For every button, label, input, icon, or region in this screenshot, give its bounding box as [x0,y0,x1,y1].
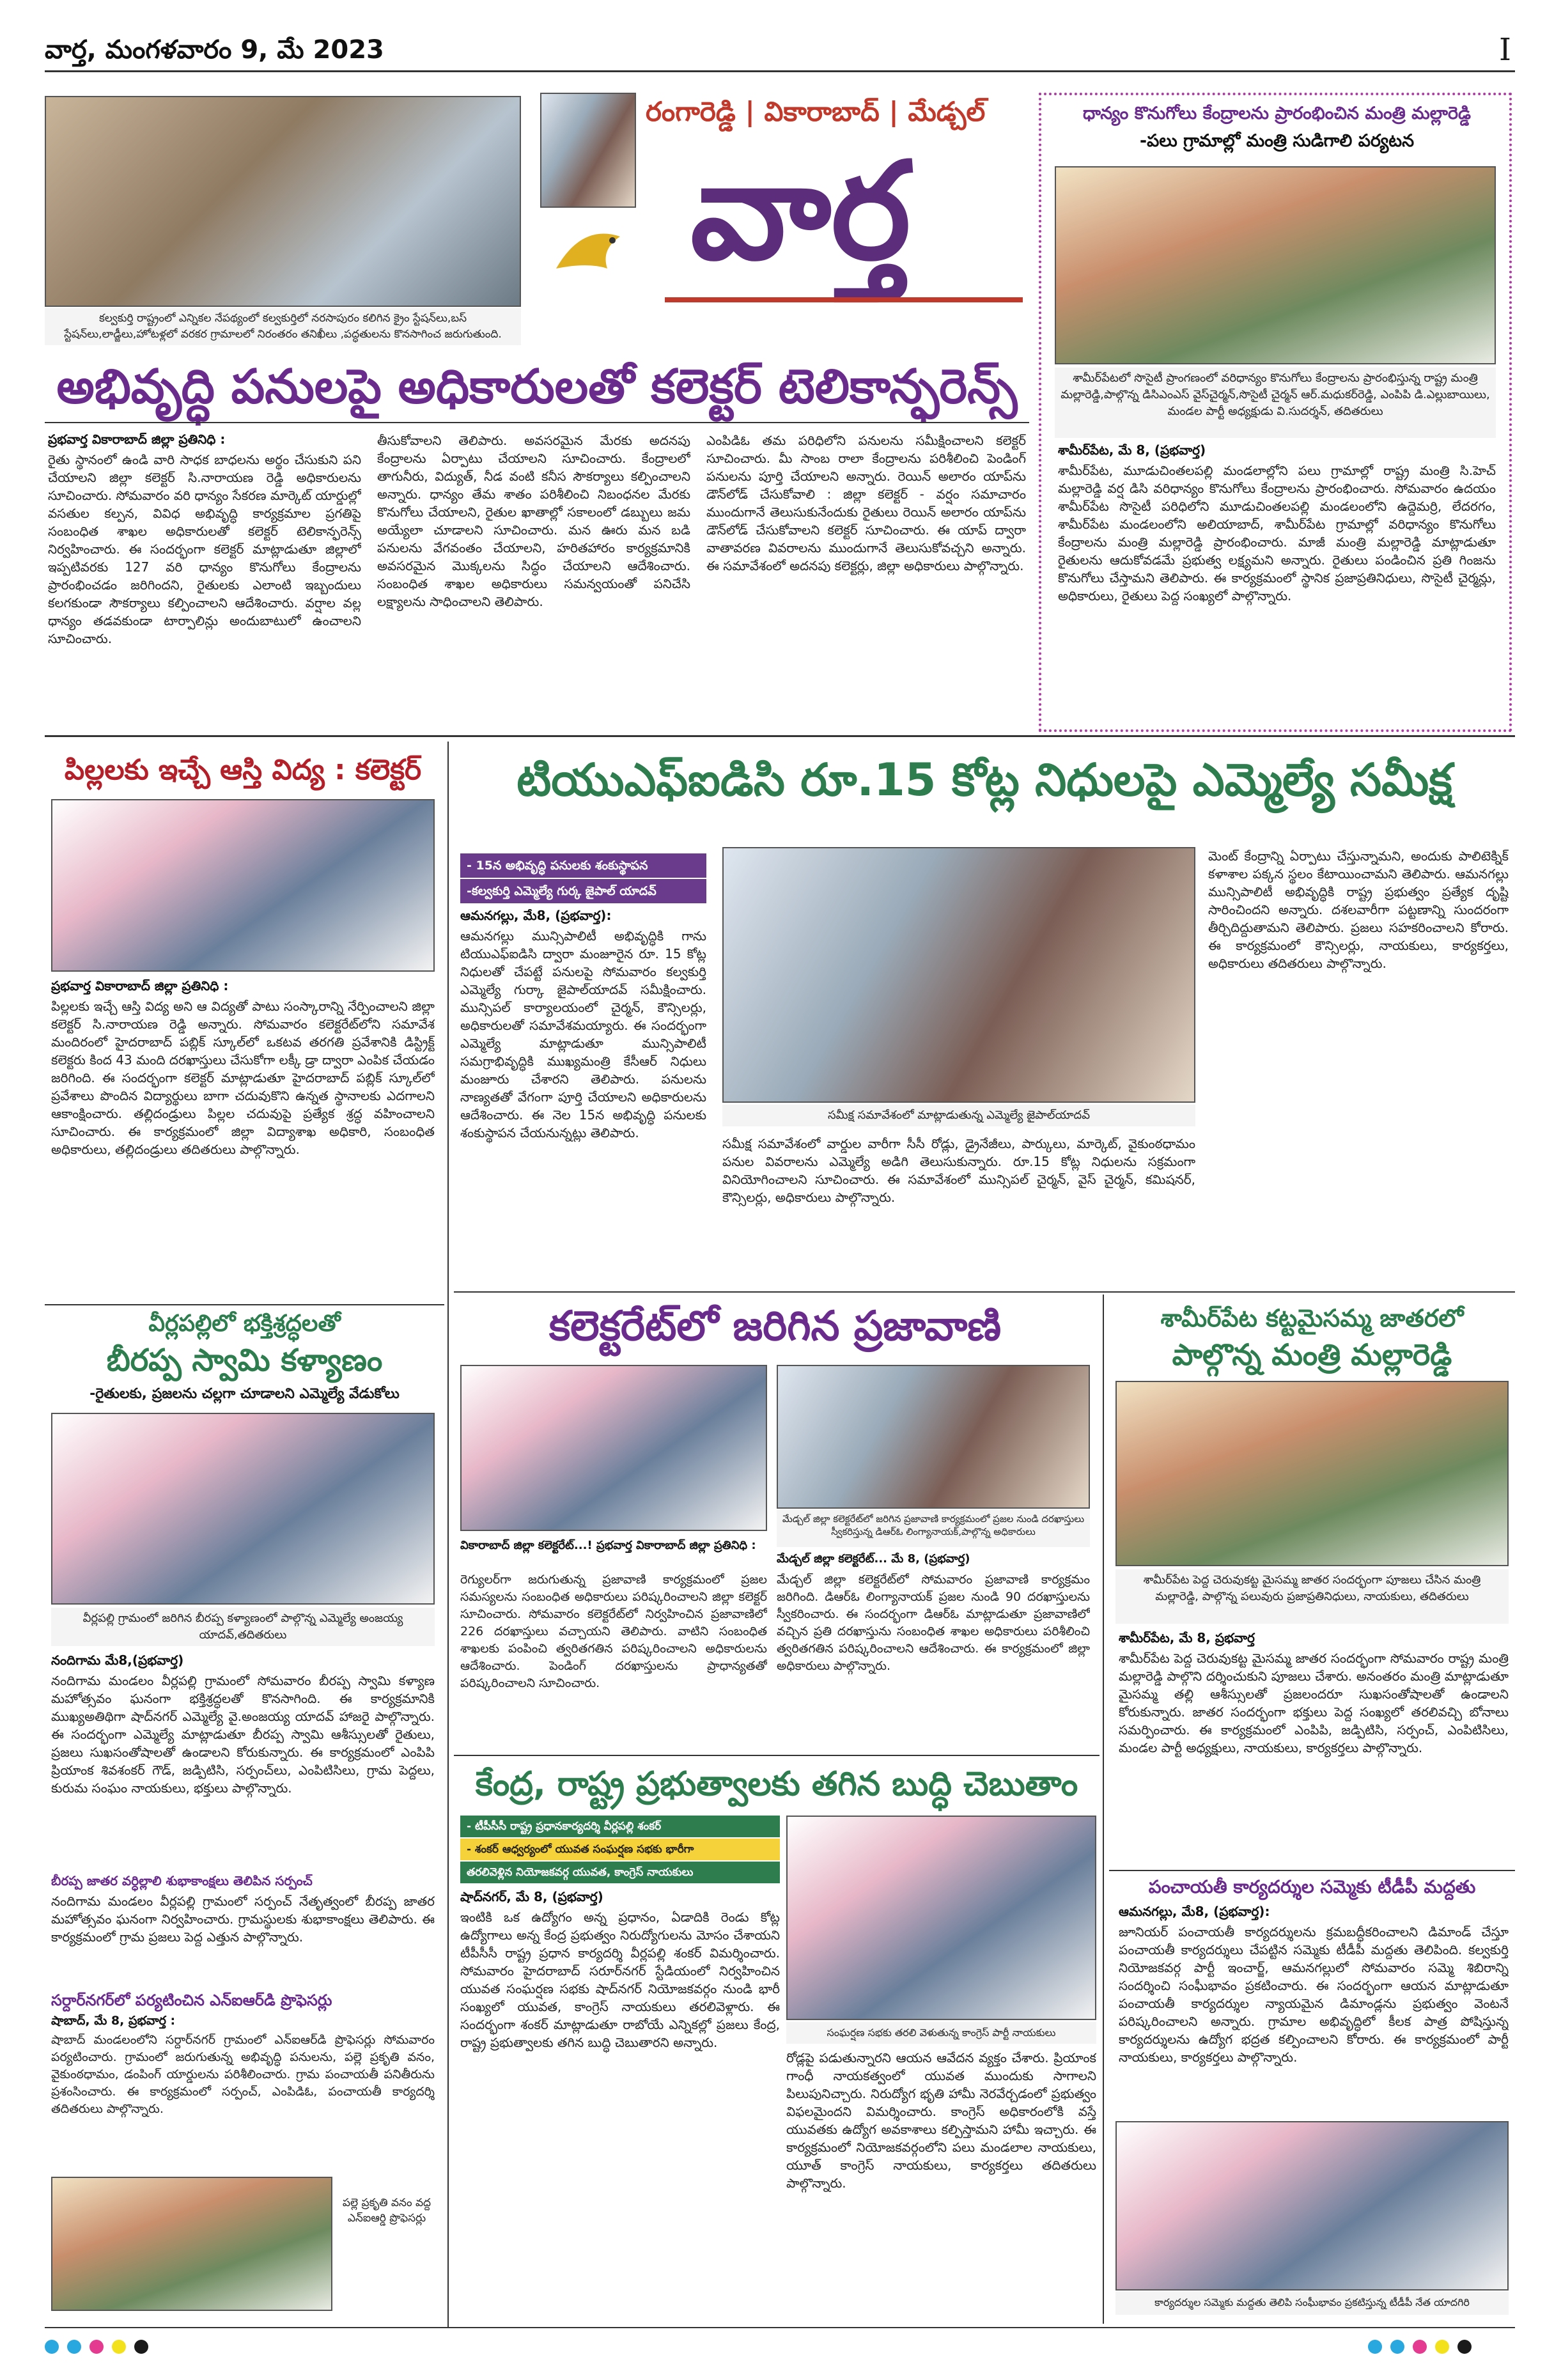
right-top-dateline: శామీర్‌పేట, మే 8, (ప్రభవార్త) [1058,442,1206,458]
congress-tag1: - టీపీసీసీ రాష్ట్ర ప్రధానకార్యదర్శి వీర్లపల్లి శంకర్ [460,1816,780,1837]
congress-headline: కేంద్ర, రాష్ట్ర ప్రభుత్వాలకు తగిన బుద్ధి చెబుతాం [475,1765,1078,1803]
lead-body-col3: ఎంపిడిఓ తమ పరిధిలోని పనులను సమీక్షించాలని కలెక్టర్ సూచించారు. మీ సాంబ రాలా కేంద్రాలను పరిశీలించి పెండింగ్ పనులను పూర్తి చేయాలని అన్నారు. రెయిన్ అలారం యాప్‌ను డౌన్‌లోడ్ చేసుకోవాలి : జిల్లా కలెక్టర్ - వర్షం సమాచారం ముందుగానే తెలుసుకునేందుకు రైతులు రెయిన్ అలారం యాప్‌ను డౌన్‌లోడ్ చేసుకోవాలని కలెక్టర్ సూచించారు. ఈ యాప్ ద్వారా వాతావరణ వివరాలను ముందుగానే తెలుసుకోవచ్చని అన్నారు. ఈ సమావేశంలో అదనపు కలెక్టర్లు, జిల్లా అధికారులు పాల్గొన్నారు. [706,433,1026,573]
masthead-logo: వార్త [690,132,911,290]
dove-logo [543,211,633,300]
beerappa-photo-caption: వీర్లపల్లి గ్రామంలో జరిగిన బీరప్ప కళ్యాణంలో పాల్గొన్న ఎమ్మెల్యే అంజయ్య యాదవ్,తదితరులు [51,1608,435,1646]
shamirpet-photo [1115,1381,1509,1566]
vertical-rule-left [447,742,449,2327]
registration-dot [1390,2340,1404,2354]
shamirpet-photo-caption: శామీర్‌పేట పెద్ద చెరువుకట్ట మైసమ్మ జాతర సందర్భంగా పూజలు చేసిన మంత్రి మల్లారెడ్డి, పాల్గొన్న పలువురు ప్రజాప్రతినిధులు, నాయకులు, తదితరులు [1115,1569,1509,1624]
prajavani-dateline-right: మేడ్చల్ జిల్లా కలెక్టరేట్... మే 8, (ప్రభవార్త) [777,1552,970,1566]
tufidc-photo [722,847,1195,1103]
beerappa-subhead: -రైతులకు, ప్రజలను చల్లగా చూడాలని ఎమ్మెల్యే వేడుకోలు [89,1386,400,1402]
congress-tag3: తరలివెళ్లిన నియోజకవర్గ యువత, కాంగ్రెస్ నాయకులు [460,1862,780,1883]
shamirpet-headline-2: పాల్గొన్న మంత్రి మల్లారెడ్డి [1172,1337,1452,1372]
tufidc-dateline: ఆమనగల్లు, మే8, (ప్రభవార్త): [460,908,612,923]
beerappa-headline: బీరప్ప స్వామి కళ్యాణం [106,1342,383,1378]
congress-photo [786,1816,1096,2020]
congress-photo-caption: సంఘర్షణ సభకు తరలి వెళుతున్న కాంగ్రెస్ పార్టీ నాయకులు [786,2022,1096,2044]
shamirpet-body: శామీర్‌పేట పెద్ద చెరువుకట్ట మైసమ్మ జాతర సందర్భంగా సోమవారం రాష్ట్ర మంత్రి మల్లారెడ్డి పాల్గొని దర్శించుకుని పూజలు చేశారు. అనంతరం మంత్రి మాట్లాడుతూ మైసమ్మ తల్లి ఆశీస్సులతో ప్రజలందరూ సుఖసంతోషాలతో ఉండాలని కోరుకున్నారు. జాతర సందర్భంగా భక్తులు పెద్ద సంఖ్యలో తరలివచ్చి బోనాలు సమర్పించారు. ఈ కార్యక్రమంలో ఎంపిపి, జడ్పిటిసి, సర్పంచ్, ఎంపిటిసిలు, మండల పార్టీ అధ్యక్షులు, నాయకులు, కార్యకర్తలు పాల్గొన్నారు. [1119,1651,1509,1755]
registration-dot [89,2340,104,2354]
registration-dot [1368,2340,1382,2354]
collector-dateline: ప్రభవార్త వికారాబాద్ జిల్లా ప్రతినిధి : [51,978,229,993]
vertical-rule-right [1103,1295,1104,2324]
collector-body: పిల్లలకు ఇచ్చే ఆస్తి విద్య అని ఆ విద్యతో పాటు సంస్కారాన్ని నేర్పించాలని జిల్లా కలెక్టర్ సి.నారాయణ రెడ్డి అన్నారు. సోమవారం కలెక్టరేట్‌లోని సమావేశ మందిరంలో హైదరాబాద్ పబ్లిక్ స్కూల్‌లో ఒకటవ తరగతి ప్రవేశానికి డిస్ట్రిక్ట్ కలెక్టరు కింద 43 మంది దరఖాస్తులు చేసుకోగా లక్కీ డ్రా ద్వారా ఎంపిక చేయడం జరిగింది. ఈ సందర్భంగా కలెక్టర్ మాట్లాడుతూ హైదరాబాద్ పబ్లిక్ స్కూల్‌లో ప్రవేశాలు పొందిన విద్యార్థులు బాగా చదువుకొని ఉన్నత స్థానాలకు ఎదగాలని ఆకాంక్షించారు. తల్లిదండ్రులు పిల్లల చదువుపై ప్రత్యేక శ్రద్ధ వహించాలని సూచించారు. ఈ కార్యక్రమంలో జిల్లా విద్యాశాఖ అధికారి, సంబంధిత అధికారులు, తల్లిదండ్రులు తదితరులు పాల్గొన్నారు. [51,999,435,1157]
footer-dots-left [45,2340,153,2359]
header-rule [45,70,1515,72]
prajavani-dateline-left: వికారాబాద్ జిల్లా కలెక్టరేట్...! ప్రభవార్త వికారాబాద్ జిల్లా ప్రతినిధి : [460,1539,756,1552]
lead-headline: అభివృద్ధి పనులపై అధికారులతో కలెక్టర్ టెలికాన్ఫరెన్స్ [56,359,1018,414]
temple-photo [540,93,636,208]
prajavani-body-right: మేడ్చల్ జిల్లా కలెక్టరేట్‌లో సోమవారం ప్రజావాణి కార్యక్రమం జరిగింది. డిఆర్ఓ లింగ్యానాయక్ ప్రజల నుండి 90 దరఖాస్తులను స్వీకరించారు. ఈ సందర్భంగా డిఆర్ఓ మాట్లాడుతూ ప్రజావాణిలో వచ్చిన ప్రతి దరఖాస్తును సంబంధిత శాఖల అధికారులు పరిశీలించి త్వరితగతిన పరిష్కరించాలని ఆదేశించారు. ఈ కార్యక్రమంలో జిల్లా అధికారులు పాల్గొన్నారు. [777,1573,1090,1673]
shamirpet-headline-1: శామీర్‌పేట కట్టమైసమ్మ జాతరలో [1160,1304,1464,1332]
congress-body-col2: రోడ్లపై పడుతున్నారని ఆయన ఆవేదన వ్యక్తం చేశారు. ప్రియాంక గాంధీ నాయకత్వంలో యువత ముందుకు సాగాలని పిలుపునిచ్చారు. నిరుద్యోగ భృతి హామీ నెరవేర్చడంలో ప్రభుత్వం విఫలమైందని విమర్శించారు. కాంగ్రెస్ అధికారంలోకి వస్తే యువతకు ఉద్యోగ అవకాశాలు కల్పిస్తామని హామీ ఇచ్చారు. ఈ కార్యక్రమంలో నియోజకవర్గంలోని పలు మండలాల నాయకులు, యూత్ కాంగ్రెస్ నాయకులు, కార్యకర్తలు తదితరులు పాల్గొన్నారు. [786,2050,1096,2191]
right-top-body: శామీర్‌పేట, మూడుచింతలపల్లి మండలాల్లోని పలు గ్రామాల్లో రాష్ట్ర మంత్రి సి.హెచ్ మల్లారెడ్డి వర్ష డిసి వరిధాన్యం కొనుగోలు కేంద్రాలను ప్రారంభించారు. సోమవారం ఉదయం శామీర్‌పేట సొసైటీ పరిధిలోని మూడుచింతలపల్లి మండలంలోని ఉద్దెమర్రి, లేదరగం, శామీర్‌పేట మండలంలోని అలియాబాద్, శామీర్‌పేట గ్రామాల్లో వరిధాన్యం కొనుగోలు కేంద్రాలను మంత్రి మల్లారెడ్డి ప్రారంభించారు. మాజీ మంత్రి మల్లారెడ్డి మాట్లాడుతూ రైతులను ఆదుకోవడమే ప్రభుత్వ లక్ష్యమని అన్నారు. రైతులు పండించిన ప్రతి గింజను కొనుగోలు చేస్తామని తెలిపారు. ఈ కార్యక్రమంలో స్థానిక ప్రజాప్రతినిధులు, సొసైటీ చైర్మన్లు, అధికారులు, రైతులు పెద్ద సంఖ్యలో పాల్గొన్నారు. [1058,463,1496,603]
tufidc-photo-caption: సమీక్ష సమావేశంలో మాట్లాడుతున్న ఎమ్మెల్యే జైపాల్‌యాదవ్ [722,1105,1195,1126]
prajavani-body-left: రెగ్యులర్‌గా జరుగుతున్న ప్రజావాణి కార్యక్రమంలో ప్రజల సమస్యలను సంబంధిత అధికారులు పరిష్కరించాలని జిల్లా కలెక్టర్ సూచించారు. సోమవారం కలెక్టరేట్‌లో నిర్వహించిన ప్రజావాణిలో 226 దరఖాస్తులు వచ్చాయని తెలిపారు. వాటిని సంబంధిత శాఖలకు పంపించి త్వరితగతిన పరిష్కరించాలని అధికారులను ఆదేశించారు. పెండింగ్ దరఖాస్తులను ప్రాధాన్యతతో పరిష్కరించాలని సూచించారు. [460,1573,767,1690]
right-top-photo [1055,166,1496,364]
page-number: I [1499,32,1511,68]
tufidc-headline: టియుఎఫ్ఐడిసి రూ.15 కోట్ల నిధులపై ఎమ్మెల్యే సమీక్ష [517,754,1452,806]
footer-rule [45,2327,1515,2328]
nird-subheading: సర్దార్‌నగర్‌లో పర్యటించిన ఎన్‌ఐఆర్‌డి ప్రొఫెసర్లు [51,1991,332,2009]
top-left-photo [45,96,521,307]
beerappa-photo [51,1413,435,1605]
congress-body-col1: ఇంటికి ఒక ఉద్యోగం అన్న ప్రధానం, ఏడాదికి రెండు కోట్ల ఉద్యోగాలు అన్న కేంద్ర ప్రభుత్వం నిరుద్యోగులను మోసం చేశాయని టీపీసీసీ రాష్ట్ర ప్రధాన కార్యదర్శి వీర్లపల్లి శంకర్ విమర్శించారు. సోమవారం హైదరాబాద్ సరూర్‌నగర్ స్టేడియంలో నిర్వహించిన యువత సంఘర్షణ సభకు షాద్‌నగర్ నియోజకవర్గం నుండి భారీ సంఖ్యలో యువత, కాంగ్రెస్ నాయకులు తరలివెళ్లారు. ఈ సందర్భంగా శంకర్ మాట్లాడుతూ రాబోయే ఎన్నికల్లో ప్రజలు కేంద్ర, రాష్ట్ర ప్రభుత్వాలకు తగిన బుద్ధి చెబుతారని అన్నారు. [460,1909,780,2050]
collector-headline: పిల్లలకు ఇచ్చే ఆస్తి విద్య : కలెక్టర్ [64,754,422,786]
top-left-photo-caption: కల్వకుర్తి రాష్ట్రంలో ఎన్నికల నేపథ్యంలో కల్వకుర్తిలో నరసాపురం కలిగిన క్రైం స్టేషన్‌లు,బస్ స్టేషన్‌లు,లాడ్జీలు,హోటళ్లలో వరకర గ్రామాలలో నిరంతరం తనిఖీలు ,పద్ధతులను కొనసాగించ జరుగుతుంది. [45,308,521,345]
lead-body-col2: తీసుకోవాలని తెలిపారు. అవసరమైన మేరకు అదనపు కేంద్రాలను ఏర్పాటు చేయాలని సూచించారు. కేంద్రాలలో తాగునీరు, విద్యుత్, నీడ వంటి కనీస సౌకర్యాలు కల్పించాలని అన్నారు. ధాన్యం తేమ శాతం పరిశీలించి నిబంధనల మేరకు కొనుగోలు చేయాలని, రైతుల ఖాతాల్లో సకాలంలో డబ్బులు జమ అయ్యేలా చూడాలని సూచించారు. మన ఊరు మన బడి పనులను వేగవంతం చేయాలని, హరితహారం కార్యక్రమానికి అవసరమైన మొక్కలను సిద్ధం చేయాలని ఆదేశించారు. సంబంధిత శాఖల అధికారులు సమన్వయంతో పనిచేసి లక్ష్యాలను సాధించాలని తెలిపారు. [377,433,690,609]
masthead-underline [665,297,1023,302]
nird-body: షాబాద్ మండలంలోని సర్దార్‌నగర్ గ్రామంలో ఎన్‌ఐఆర్‌డి ప్రొఫెసర్లు సోమవారం పర్యటించారు. గ్రామంలో జరుగుతున్న అభివృద్ధి పనులను, పల్లె ప్రకృతి వనం, వైకుంఠధామం, డంపింగ్ యార్డులను పరిశీలించారు. గ్రామ పంచాయతీ పనితీరును ప్రశంసించారు. ఈ కార్యక్రమంలో సర్పంచ్, ఎంపిడిఓ, పంచాయతీ కార్యదర్శి తదితరులు పాల్గొన్నారు. [51,2033,435,2116]
shamirpet-dateline: శామీర్‌పేట, మే 8, ప్రభవార్త [1119,1630,1255,1645]
prajavani-photo-left [460,1365,767,1531]
congress-tag2: - శంకర్ ఆధ్వర్యంలో యువత సంఘర్షణ సభకు భారీగా [460,1839,780,1860]
prajavani-headline: కలెక్టరేట్‌లో జరిగిన ప్రజావాణి [548,1303,1002,1350]
lead-body-col1: రైతు స్థానంలో ఉండి వారి సాధక బాధలను అర్థం చేసుకుని పని చేయాలని జిల్లా కలెక్టర్ సి.నారాయణ రెడ్డి అధికారులను సూచించారు. సోమవారం వరి ధాన్యం సేకరణ మార్కెట్ యార్డుల్లో వసతుల కల్పన, వివిధ అభివృద్ధి కార్యక్రమాల ప్రగతిపై సంబంధిత శాఖల అధికారులతో కలెక్టర్ టెలికాన్ఫరెన్స్ నిర్వహించారు. ఈ సందర్భంగా కలెక్టర్ మాట్లాడుతూ జిల్లాలో ఇప్పటివరకు 127 వరి ధాన్యం కొనుగోలు కేంద్రాలను ప్రారంభించడం జరిగిందని, రైతులకు ఎలాంటి ఇబ్బందులు కలగకుండా సౌకర్యాలు కల్పించాలని ఆదేశించారు. వర్షాల వల్ల ధాన్యం తడవకుండా టార్పాలిన్లు అందుబాటులో ఉంచాలని సూచించారు. [48,452,361,646]
panchayat-dateline: ఆమనగల్లు, మే8, (ప్రభవార్త): [1119,1904,1270,1919]
tufidc-body-col1: ఆమనగల్లు మున్సిపాలిటీ అభివృద్ధికి గాను టియుఎఫ్ఐడిసి ద్వారా మంజూరైన రూ. 15 కోట్ల నిధులతో చేపట్టే పనులపై సోమవారం కల్వకుర్తి ఎమ్మెల్యే గుర్కా జైపాల్‌యాదవ్ సమీక్షించారు. మున్సిపల్ కార్యాలయంలో చైర్మన్, కౌన్సిలర్లు, అధికారులతో సమావేశమయ్యారు. ఈ సందర్భంగా ఎమ్మెల్యే మాట్లాడుతూ మున్సిపాలిటీ సమగ్రాభివృద్ధికి ముఖ్యమంత్రి కేసీఆర్ నిధులు మంజూరు చేశారని తెలిపారు. పనులను నాణ్యతతో వేగంగా పూర్తి చేయాలని అధికారులను ఆదేశించారు. ఈ నెల 15న అభివృద్ధి పనులకు శంకుస్థాపన చేయనున్నట్లు తెలిపారు. [460,928,706,1140]
right-top-photo-caption: శామీర్‌పేటలో సొసైటీ ప్రాంగణంలో వరిధాన్యం కొనుగోలు కేంద్రాలను ప్రారంభిస్తున్న రాష్ట్ర మంత్రి మల్లారెడ్డి,పాల్గొన్న డిసిఎంఎస్ వైస్‌చైర్మన్,సొసైటీ చైర్మన్ ఆర్.మధుకర్‌రెడ్డి, ఎంపిపి డి.ఎల్లుబాయిలు, మండల పార్టీ అధ్యక్షుడు వి.సుదర్శన్, తదితరులు [1055,368,1496,438]
panchayat-photo-caption: కార్యదర్శుల సమ్మెకు మద్దతు తెలిపి సంఘీభావం ప్రకటిస్తున్న టీడీపీ నేత యాదగిరి [1115,2292,1509,2315]
district-banner: రంగారెడ్డి | వికారాబాద్ | మేడ్చల్ [646,96,986,127]
registration-dot [1435,2340,1449,2354]
registration-dot [134,2340,148,2354]
right-top-headline: ధాన్యం కొనుగోలు కేంద్రాలను ప్రారంభించిన మంత్రి మల్లారెడ్డి [1082,104,1472,123]
mid-rule-3 [454,1755,1099,1756]
congress-dateline: షాద్‌నగర్, మే 8, (ప్రభవార్త) [460,1889,603,1904]
date-line: వార్త, మంగళవారం 9, మే 2023 [45,35,384,65]
left-rule-1 [45,1304,444,1305]
beerappa-dateline: నందిగామ మే8,(ప్రభవార్త) [51,1653,184,1668]
beerappa-body2: నందిగామ మండలం వీర్లపల్లి గ్రామంలో సర్పంచ్ నేతృత్వంలో బీరప్ప జాతర మహోత్సవం ఘనంగా నిర్వహించారు. గ్రామస్థులకు శుభాకాంక్షలు తెలిపారు. ఈ కార్యక్రమంలో గ్రామ ప్రజలు పెద్ద ఎత్తున పాల్గొన్నారు. [51,1894,435,1945]
tufidc-body-col2: సమీక్ష సమావేశంలో వార్డుల వారీగా సీసీ రోడ్లు, డ్రైనేజీలు, పార్కులు, మార్కెట్, వైకుంఠధామం పనుల వివరాలను ఎమ్మెల్యే అడిగి తెలుసుకున్నారు. రూ.15 కోట్ల నిధులను సక్రమంగా వినియోగించాలని సూచించారు. ఈ సమావేశంలో మున్సిపల్ చైర్మన్, వైస్ చైర్మన్, కమిషనర్, కౌన్సిలర్లు, అధికారులు పాల్గొన్నారు. [722,1136,1195,1205]
tufidc-body-col3: మెంట్ కేంద్రాన్ని ఏర్పాటు చేస్తున్నామని, అందుకు పాలిటెక్నిక్ కళాశాల పక్కన స్థలం కేటాయించామని తెలిపారు. ఆమనగల్లు మున్సిపాలిటీ అభివృద్ధికి రాష్ట్ర ప్రభుత్వం ప్రత్యేక దృష్టి సారించిందని అన్నారు. దశలవారీగా పట్టణాన్ని సుందరంగా తీర్చిదిద్దుతామని తెలిపారు. ప్రజలు సహకరించాలని కోరారు. ఈ కార్యక్రమంలో కౌన్సిలర్లు, నాయకులు, కార్యకర్తలు, అధికారులు తదితరులు పాల్గొన్నారు. [1208,848,1509,971]
footer-dots-right [1368,2340,1477,2359]
panchayat-body: జూనియర్ పంచాయతీ కార్యదర్శులను క్రమబద్ధీకరించాలని డిమాండ్ చేస్తూ పంచాయతీ కార్యదర్శులు చేపట్టిన సమ్మెకు టీడీపీ మద్దతు తెలిపింది. కల్వకుర్తి నియోజకవర్గ పార్టీ ఇంచార్జ్, ఆమనగల్లులో సోమవారం సమ్మె శిబిరాన్ని సందర్శించి సంఘీభావం ప్రకటించారు. ఈ సందర్భంగా ఆయన మాట్లాడుతూ పంచాయతీ కార్యదర్శుల న్యాయమైన డిమాండ్లను ప్రభుత్వం వెంటనే పరిష్కరించాలని అన్నారు. గ్రామాల అభివృద్ధిలో కీలక పాత్ర పోషిస్తున్న కార్యదర్శులను ఉద్యోగ భద్రత కల్పించాలని కోరారు. ఈ కార్యక్రమంలో పార్టీ నాయకులు, కార్యకర్తలు పాల్గొన్నారు. [1119,1924,1509,2065]
registration-dot [112,2340,126,2354]
tufidc-tag1: - 15న అభివృద్ధి పనులకు శంకుస్థాపన [460,853,706,878]
right-top-subhead: -పలు గ్రామాల్లో మంత్రి సుడిగాలి పర్యటన [1139,131,1415,151]
beerappa-body: నందిగామ మండలం వీర్లపల్లి గ్రామంలో సోమవారం బీరప్ప స్వామి కళ్యాణ మహోత్సవం ఘనంగా భక్తిశ్రద్ధలతో కొనసాగింది. ఈ కార్యక్రమానికి ముఖ్యఅతిథిగా షాద్‌నగర్ ఎమ్మెల్యే వై.అంజయ్య యాదవ్ హాజరై పాల్గొన్నారు. ఈ సందర్భంగా ఎమ్మెల్యే మాట్లాడుతూ బీరప్ప స్వామి ఆశీస్సులతో రైతులు, ప్రజలు సుఖసంతోషాలతో ఉండాలని కోరుకున్నారు. ఈ కార్యక్రమంలో ఎంపిపి ప్రియాంక శివశంకర్ గౌడ్, జడ్పిటిసి, సర్పంచ్‌లు, ఎంపిటిసిలు, గ్రామ పెద్దలు, కురుమ సంఘం నాయకులు, భక్తులు పాల్గొన్నారు. [51,1673,435,1796]
lead-dateline: ప్రభవార్త వికారాబాద్ జిల్లా ప్రతినిధి : [48,432,226,447]
panchayat-headline: పంచాయతీ కార్యదర్శుల సమ్మెకు టీడీపీ మద్దతు [1148,1876,1476,1897]
prajavani-photo-right [777,1365,1090,1509]
collector-photo [51,799,435,972]
beerappa-headline-small: వీర్లపల్లిలో భక్తిశ్రద్ధలతో [148,1311,341,1337]
tufidc-tag2: -కల్వకుర్తి ఎమ్మెల్యే గుర్క జైపాల్ యాదవ్ [460,879,706,903]
nird-photo-caption: పల్లె ప్రకృతి వనం వద్ద ఎన్ఐఆర్డి ప్రొఫెసర్లు [336,2193,438,2295]
registration-dot [1413,2340,1427,2354]
beerappa-subheading2: బీరప్ప జాతర వర్ధిల్లాలి శుభాకాంక్షలు తెలిపిన సర్పంచ్ [51,1873,313,1888]
mid-rule-1 [45,735,1515,737]
registration-dot [45,2340,59,2354]
registration-dot [67,2340,81,2354]
lead-rule [45,422,1029,423]
panchayat-photo [1115,2121,1509,2291]
registration-dot [1457,2340,1472,2354]
right-rule-1 [1109,1870,1515,1871]
nird-photo [51,2177,332,2311]
nird-dateline: షాబాద్, మే 8, ప్రభవార్త : [51,2014,176,2028]
prajavani-photo-right-caption: మేడ్చల్ జిల్లా కలెక్టరేట్‌లో జరిగిన ప్రజావాణి కార్యక్రమంలో ప్రజల నుండి దరఖాస్తులు స్వీకరిస్తున్న డిఆర్ఓ లింగ్యానాయక్,పాల్గొన్న అధికారులు [777,1510,1090,1547]
mid-rule-2 [454,1291,1515,1293]
